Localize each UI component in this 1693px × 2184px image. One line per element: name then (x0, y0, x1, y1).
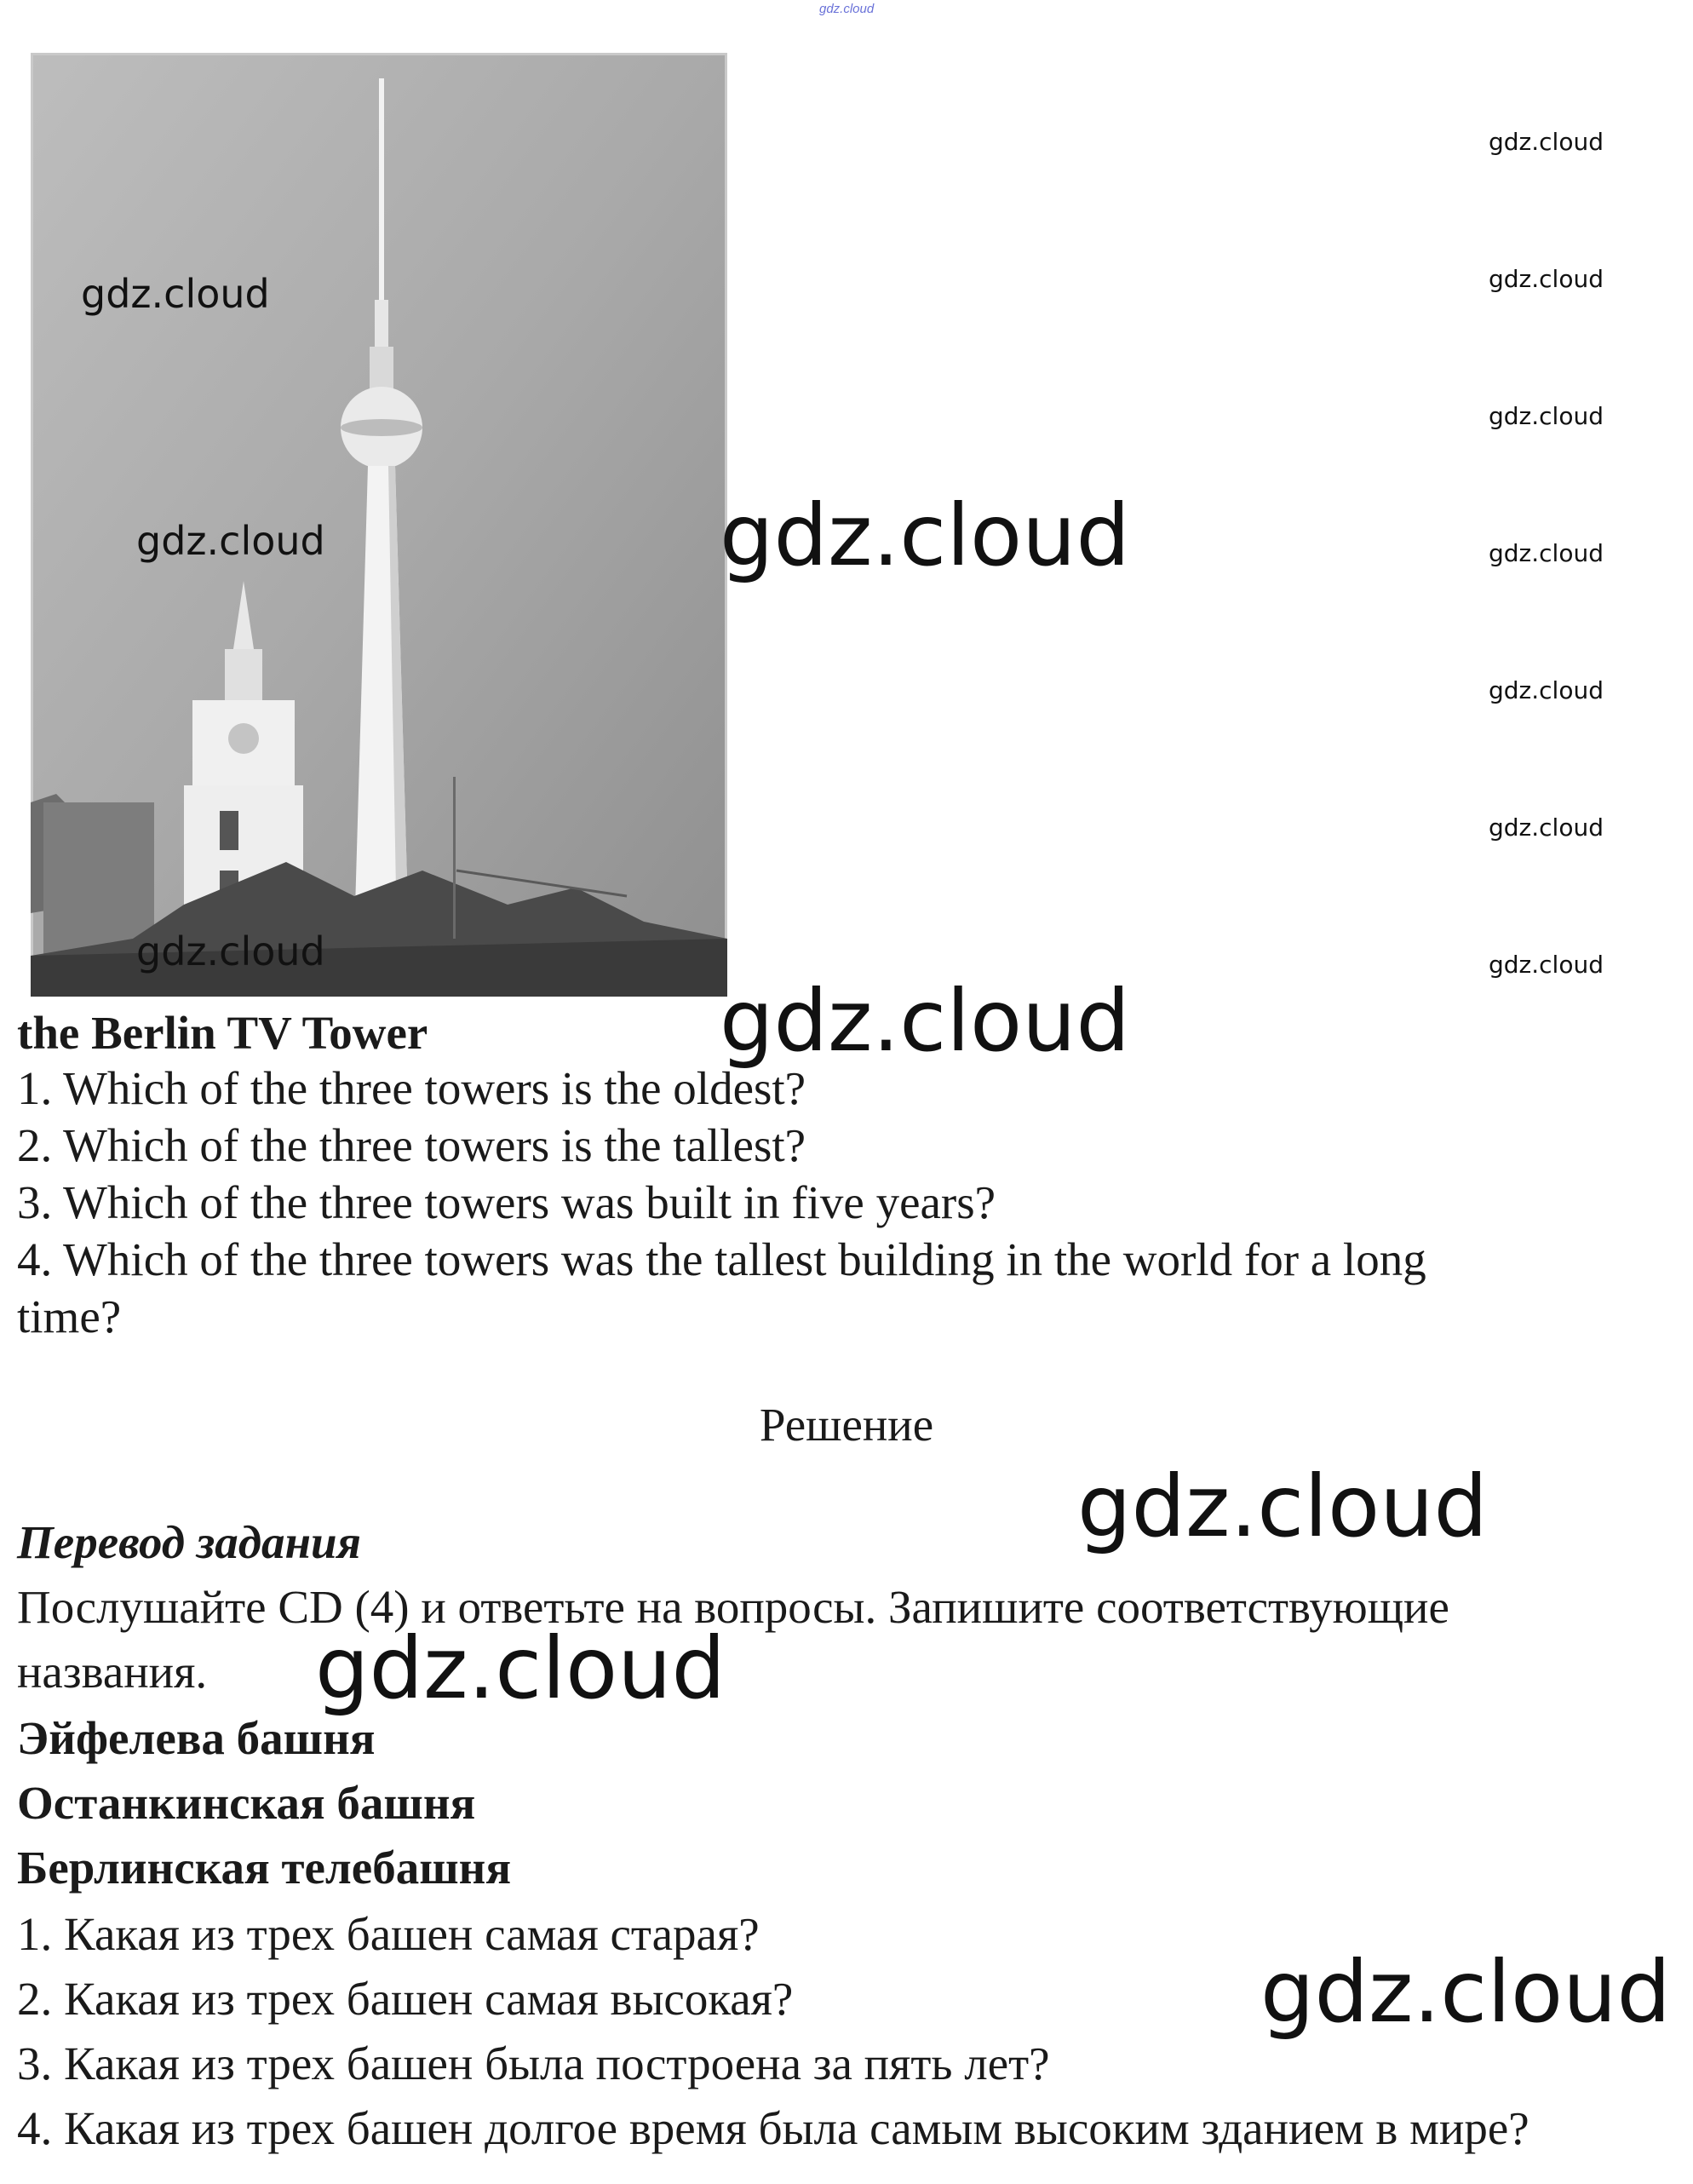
question-en-4: 4. Which of the three towers was the tallest building in the world for a long (17, 1233, 1426, 1285)
question-ru-4: 4. Какая из трех башен долгое время была самым высоким зданием в мире? (17, 2102, 1529, 2154)
tower-name-ostankino: Останкинская башня (17, 1777, 476, 1829)
question-en-4-cont: time? (17, 1290, 122, 1342)
watermark: gdz.cloud (1489, 265, 1604, 293)
question-ru-1: 1. Какая из трех башен самая старая? (17, 1908, 760, 1960)
translation-text-1: Послушайте CD (4) и ответьте на вопросы. Запишите соответствующие (17, 1581, 1449, 1633)
translation-heading: Перевод задания (17, 1516, 361, 1568)
question-ru-2: 2. Какая из трех башен самая высокая? (17, 1973, 794, 2025)
tower-name-eiffel: Эйфелева башня (17, 1712, 376, 1764)
translation-text-2: названия. (17, 1646, 208, 1698)
question-en-1: 1. Which of the three towers is the oldest? (17, 1062, 806, 1114)
watermark: gdz.cloud (1489, 676, 1604, 704)
berlin-tv-tower-photo (31, 53, 727, 997)
watermark: gdz.cloud (81, 271, 270, 317)
watermark: gdz.cloud (136, 928, 325, 974)
watermark: gdz.cloud (1489, 951, 1604, 979)
header-watermark: gdz.cloud (819, 2, 875, 16)
watermark: gdz.cloud (1489, 402, 1604, 430)
question-ru-3: 3. Какая из трех башен была построена за пять лет? (17, 2037, 1050, 2089)
watermark: gdz.cloud (136, 518, 325, 564)
question-en-3: 3. Which of the three towers was built in five years? (17, 1176, 996, 1228)
watermark: gdz.cloud (1489, 539, 1604, 567)
watermark: gdz.cloud (720, 486, 1131, 585)
watermark: gdz.cloud (720, 971, 1131, 1071)
photo-caption: the Berlin TV Tower (17, 1007, 428, 1059)
watermark: gdz.cloud (1489, 128, 1604, 156)
watermark: gdz.cloud (1260, 1942, 1672, 2042)
question-en-2: 2. Which of the three towers is the tallest? (17, 1119, 806, 1171)
watermark: gdz.cloud (1489, 813, 1604, 842)
watermark: gdz.cloud (1077, 1457, 1489, 1556)
tower-name-berlin: Берлинская телебашня (17, 1842, 512, 1894)
watermark: gdz.cloud (315, 1618, 726, 1718)
solution-heading: Решение (759, 1399, 934, 1451)
